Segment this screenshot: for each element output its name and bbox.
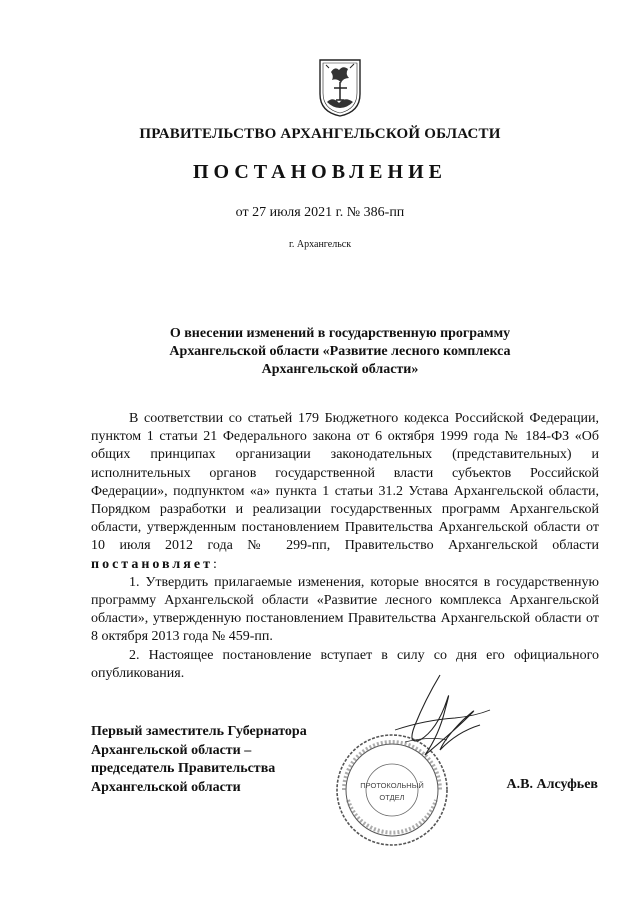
item-2-paragraph: 2. Настоящее постановление вступает в силу со дня его официального опубликования. <box>91 647 599 681</box>
position-line: председатель Правительства <box>91 761 276 776</box>
position-line: Архангельской области – <box>91 742 252 758</box>
government-title: ПРАВИТЕЛЬСТВО АРХАНГЕЛЬСКОЙ ОБЛАСТИ <box>139 126 501 142</box>
document-date-number: от 27 июля 2021 г. № 386-пп <box>235 205 405 220</box>
position-line: Архангельской области <box>91 779 241 795</box>
signatory-position <box>91 723 351 797</box>
stamp-text-line1: ПРОТОКОЛЬНЫЙ <box>360 781 424 790</box>
preamble-paragraph <box>91 410 599 574</box>
decree-word: постановляет <box>91 556 213 572</box>
document-place: г. Архангельск <box>288 239 352 250</box>
document-body <box>91 410 599 683</box>
stamp-text-line2: ОТДЕЛ <box>379 793 405 802</box>
subject-line: О внесении изменений в государственную программу <box>169 326 511 341</box>
document-type-heading: ПОСТАНОВЛЕНИЕ <box>193 161 447 183</box>
handwritten-signature <box>385 670 495 780</box>
position-line: Первый заместитель Губернатора <box>91 724 307 739</box>
decree-colon: : <box>212 556 217 572</box>
subject-line: Архангельской области» <box>261 362 419 377</box>
coat-of-arms-emblem <box>317 56 363 118</box>
document-subject <box>140 325 540 379</box>
subject-line: Архангельской области «Развитие лесного комплекса <box>169 344 511 359</box>
item-1-paragraph: 1. Утвердить прилагаемые изменения, которые вносятся в государственную программу Архангельской области «Развитие лесного комплекса Архангельской области», утвержденную постановлением Правительства Архангельской области от 8 октября 2013 года № 459-пп. <box>91 574 599 645</box>
preamble-text: В соответствии со статьей 179 Бюджетного кодекса Российской Федерации, пунктом 1 статьи 21 Федерального закона от 6 октября 1999 года № 184-ФЗ «Об общих принципах организации законодательных (представительных) и исполнительных органов государственной власти субъектов Российской Федерации», подпунктом «а» пункта 1 статьи 31.2 Устава Архангельской области, Порядком разработки и реализации государственных программ Архангельской области, утвержденным постановлением Правительства Архангельской области от 10 июля 2012 года № 299-пп, Правительство Архангельской области <box>91 411 599 554</box>
signer-name: А.В. Алсуфьев <box>506 777 598 792</box>
